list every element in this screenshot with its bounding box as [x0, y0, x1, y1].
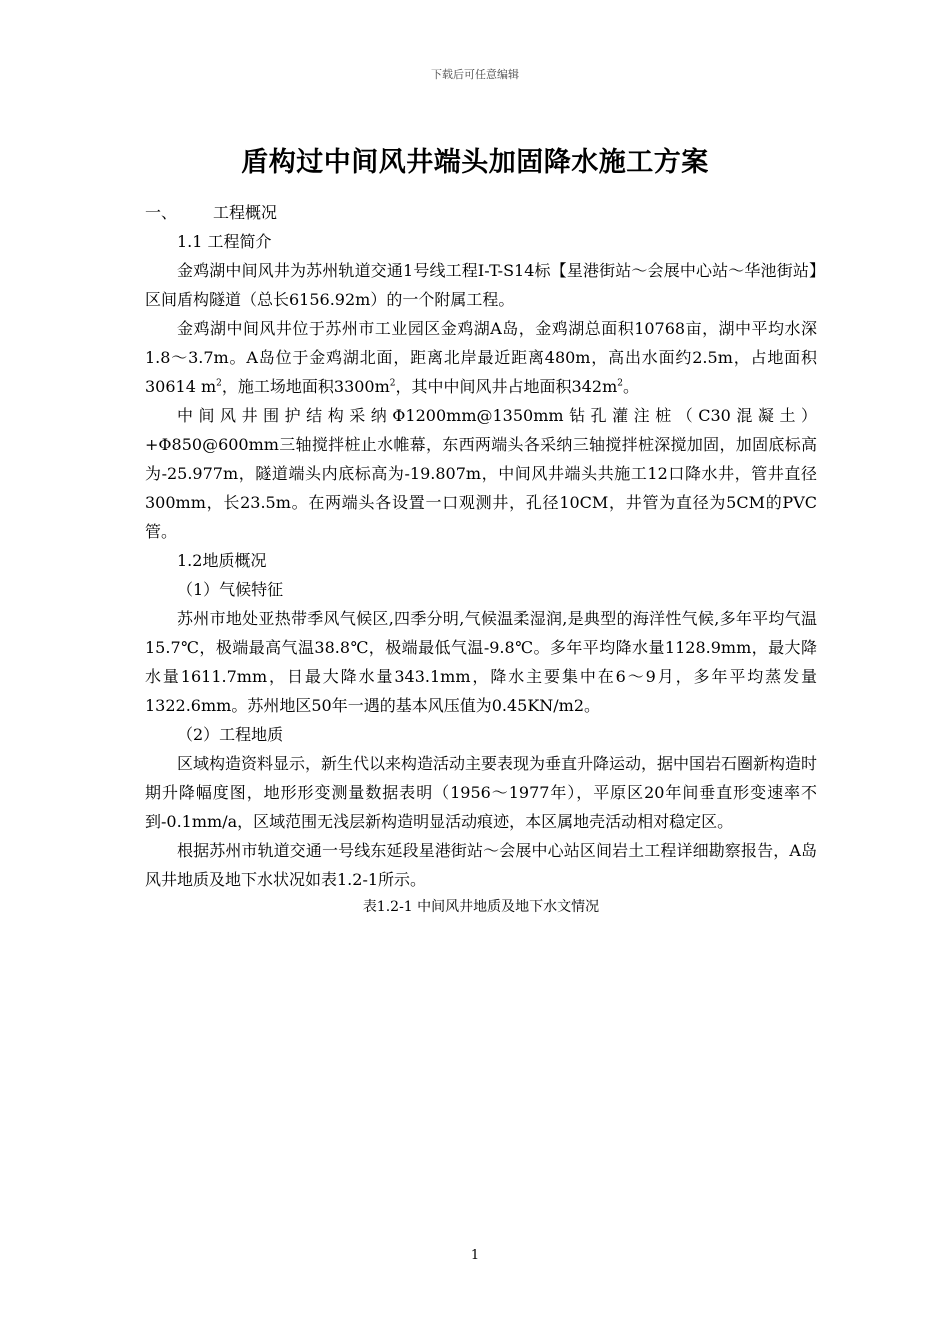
- sub-heading-geology: （2）工程地质: [177, 725, 284, 744]
- document-title: 盾构过中间风井端头加固降水施工方案: [241, 147, 709, 178]
- section-number: 一、: [145, 203, 178, 222]
- table-caption: 表1.2-1 中间风井地质及地下水文情况: [362, 899, 600, 915]
- page-number: 1: [470, 1248, 480, 1263]
- paragraph-climate: 苏州市地处亚热带季风气候区,四季分明,气候温柔湿润,是典型的海洋性气候,多年平均气温15.7℃，极端最高气温38.8℃，极端最低气温-9.8℃。多年平均降水量1128.9mm，最大降水量1611.7mm，日最大降水量343.1mm，降水主要集中在6～9月，多年平均蒸发量1322.6mm。苏州地区50年一遇的基本风压值为0.45KN/m2。: [145, 609, 817, 715]
- paragraph-survey-report: 根据苏州市轨道交通一号线东延段星港街站～会展中心站区间岩土工程详细勘察报告，A岛风井地质及地下水状况如表1.2-1所示。: [145, 841, 817, 889]
- subsection-heading-1-2: 1.2地质概况: [177, 551, 267, 570]
- section-label: 工程概况: [213, 203, 278, 222]
- section-heading-1: [145, 198, 817, 227]
- paragraph-geology: 区域构造资料显示，新生代以来构造活动主要表现为垂直升降运动，据中国岩石圈新构造时期升降幅度图，地形形变测量数据表明（1956～1977年），平原区20年间垂直形变速率不到-0.1mm/a，区域范围无浅层新构造明显活动痕迹，本区属地壳活动相对稳定区。: [145, 754, 818, 831]
- page-header: 下载后可任意编辑: [431, 68, 519, 81]
- paragraph-retaining-structure: 中间风井围护结构采纳Φ1200mm@1350mm钻孔灌注桩（C30混凝土）+Φ850@600mm三轴搅拌桩止水帷幕，东西两端头各采纳三轴搅拌桩深搅加固，加固底标高为-25.977m，隧道端头内底标高为-19.807m，中间风井端头共施工12口降水井，管井直径300mm，长23.5m。在两端头各设置一口观测井，孔径10CM，井管为直径为5CM的PVC管。: [145, 406, 817, 541]
- paragraph-site-location: 金鸡湖中间风井位于苏州市工业园区金鸡湖A岛，金鸡湖总面积10768亩，湖中平均水深1.8～3.7m。A岛位于金鸡湖北面，距离北岸最近距离480m，高出水面约2.5m，占地面积30614 $m^2$，施工场地面积$3300m^2$，其中中间风井占地面积$342m^2$。: [145, 319, 817, 396]
- paragraph-project-intro: 金鸡湖中间风井为苏州轨道交通1号线工程I-T-S14标【星港街站～会展中心站～华池街站】区间盾构隧道（总长6156.92m）的一个附属工程。: [145, 261, 817, 309]
- subsection-heading-1-1: 1.1 工程简介: [177, 232, 272, 251]
- document-body: [145, 198, 817, 920]
- sub-heading-climate: （1）气候特征: [177, 580, 284, 599]
